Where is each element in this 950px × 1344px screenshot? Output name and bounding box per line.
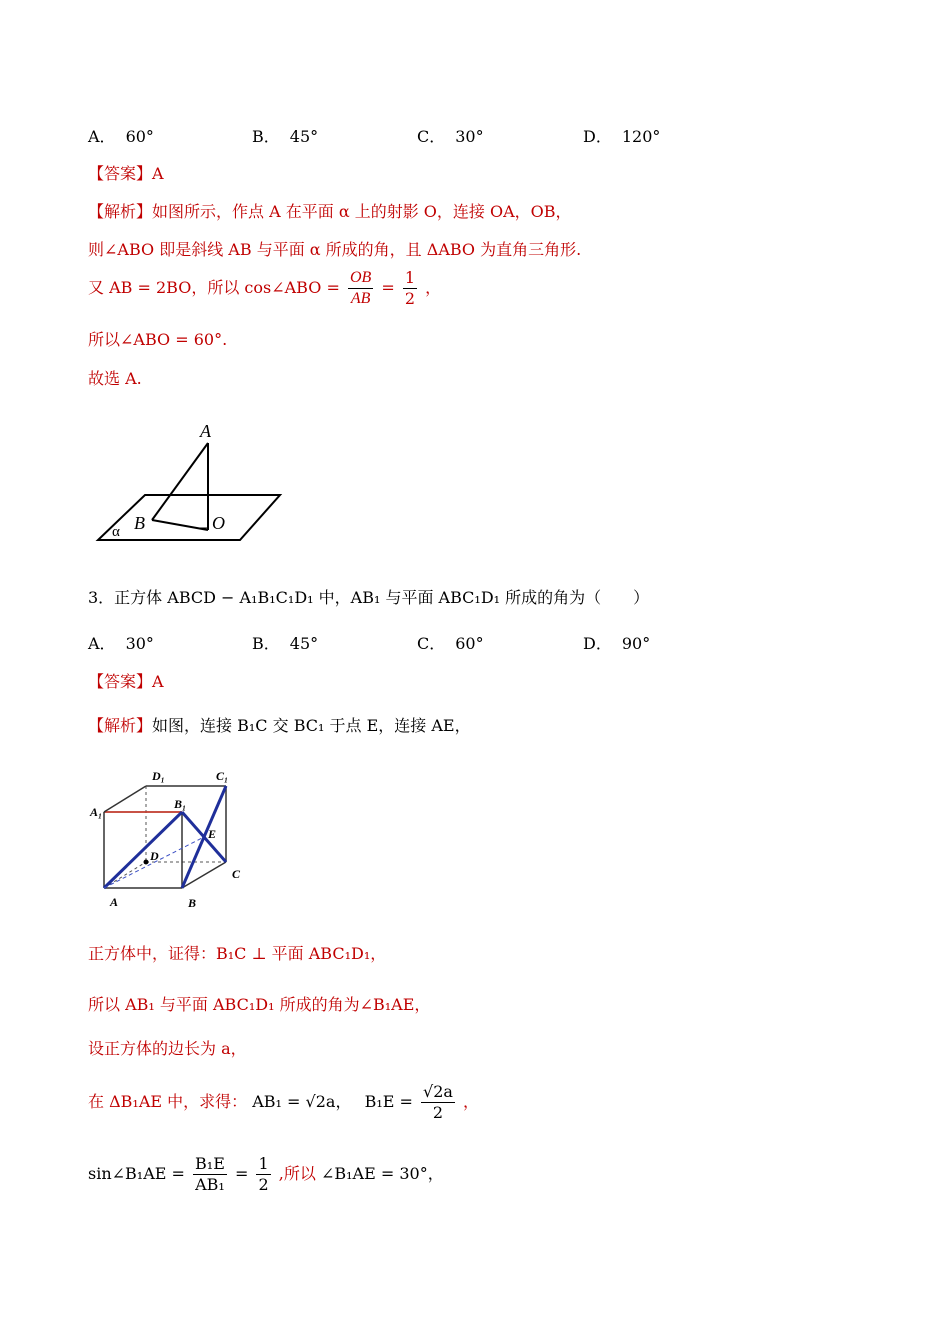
q2-line3-prefix: 又 AB = 2BO，所以 cos∠ABO =: [88, 278, 340, 297]
q3-line6-lhs: sin∠B₁AE =: [88, 1164, 185, 1183]
line-ab1: [104, 812, 182, 888]
q2-fraction-half: [403, 268, 417, 309]
q2-option-c: [417, 124, 484, 147]
q2-option-a-value: 60°: [125, 127, 154, 146]
label-b: B: [134, 513, 145, 533]
label-a1: A₁: [90, 805, 103, 819]
q3-answer: [88, 669, 164, 692]
q2-fraction-ob-ab: [348, 268, 373, 309]
q3-cube-figure: [86, 764, 256, 914]
q3-analysis-line5: [88, 1082, 479, 1123]
q2-frac2-num: 1: [404, 268, 416, 287]
q3-option-b-letter: B．: [252, 634, 280, 653]
q3-sin-den: AB₁: [195, 1175, 225, 1194]
label-o: O: [212, 513, 225, 533]
q3-option-c-letter: C．: [417, 634, 446, 653]
q3-option-d-letter: D．: [583, 634, 612, 653]
q3-sin-num: B₁E: [195, 1154, 225, 1173]
q2-analysis-line4: 所以∠ABO = 60°.: [88, 330, 228, 349]
q3-line5-suffix: ，: [463, 1092, 480, 1111]
edge-a1d1: [104, 786, 146, 812]
q3-option-a: [88, 631, 154, 654]
line-ab: [152, 443, 208, 520]
label-b: B: [188, 896, 197, 910]
label-e: E: [208, 827, 217, 841]
q3-half-den: 2: [258, 1175, 269, 1194]
q2-option-b: [252, 124, 318, 147]
q2-option-c-letter: C．: [417, 127, 446, 146]
q3-line5-prefix: 在 ΔB₁AE 中，求得：: [88, 1092, 248, 1111]
q2-option-d: [583, 124, 660, 147]
q3-option-c-value: 60°: [455, 634, 484, 653]
q2-option-c-value: 30°: [455, 127, 484, 146]
label-c1: C₁: [216, 769, 229, 783]
plane-alpha: [98, 495, 280, 540]
q3-analysis-text1: 如图，连接 B₁C 交 BC₁ 于点 E，连接 AE，: [152, 716, 471, 735]
label-d1: D₁: [152, 769, 165, 783]
q3-option-b: [252, 631, 318, 654]
q2-line3-eq: =: [381, 278, 395, 297]
q3-question: 3．正方体 ABCD − A₁B₁C₁D₁ 中，AB₁ 与平面 ABC₁D₁ 所成的角为（ ）: [88, 588, 650, 607]
q3-fraction-half: [256, 1154, 270, 1195]
q3-line6-mid: ,所以: [278, 1164, 316, 1183]
label-alpha: α: [112, 524, 120, 540]
q3-option-a-value: 30°: [125, 634, 154, 653]
label-b1: B₁: [174, 797, 187, 811]
q2-analysis-line2: 则∠ABO 即是斜线 AB 与平面 α 所成的角，且 ΔABO 为直角三角形.: [88, 240, 582, 259]
q3-answer-value: A: [152, 672, 164, 691]
q3-analysis-line1: [88, 713, 471, 736]
q3-answer-tag: 【答案】: [88, 672, 153, 691]
label-c: C: [232, 867, 241, 881]
q2-line3-suffix: ，: [425, 278, 442, 297]
q2-answer-tag: 【答案】: [88, 164, 153, 183]
q3-fraction-b1e: [421, 1082, 455, 1123]
q2-option-d-value: 120°: [621, 127, 661, 146]
q3-half-num: 1: [258, 1154, 269, 1173]
q3-analysis-line6: [88, 1154, 444, 1195]
q2-analysis-text1: 如图所示，作点 A 在平面 α 上的射影 O，连接 OA，OB，: [152, 202, 572, 221]
q2-option-a-letter: A．: [88, 127, 116, 146]
q3-line5-b1e-lhs: B₁E =: [364, 1092, 413, 1111]
q2-option-b-value: 45°: [289, 127, 319, 146]
q2-analysis-tag: 【解析】: [88, 202, 153, 221]
q3-line6-eq: =: [234, 1164, 249, 1183]
q2-option-a: [88, 124, 154, 147]
q3-analysis-line2: 正方体中，证得：B₁C ⊥ 平面 ABC₁D₁，: [88, 944, 387, 963]
q3-b1e-den: 2: [432, 1103, 444, 1122]
q2-analysis-line5: 故选 A.: [88, 369, 142, 388]
q3-analysis-tag: 【解析】: [88, 716, 153, 735]
q3-line6-result: ∠B₁AE = 30°，: [320, 1164, 444, 1183]
q2-option-b-letter: B．: [252, 127, 280, 146]
q2-analysis-line1: [88, 199, 572, 222]
point-d: [144, 860, 149, 865]
q2-frac1-num: OB: [348, 268, 373, 289]
q2-answer: [88, 161, 164, 184]
q2-frac2-den: 2: [404, 289, 416, 308]
q3-fraction-sin: [193, 1154, 227, 1195]
q2-answer-value: A: [152, 164, 164, 183]
q3-option-b-value: 45°: [289, 634, 319, 653]
q3-analysis-line3: 所以 AB₁ 与平面 ABC₁D₁ 所成的角为∠B₁AE，: [88, 995, 431, 1014]
q3-line5-ab1: AB₁ = √2a，: [252, 1092, 352, 1111]
label-d: D: [150, 849, 159, 863]
q2-figure: [90, 415, 290, 550]
label-a: A: [110, 895, 119, 909]
q3-option-d-value: 90°: [621, 634, 651, 653]
q3-option-c: [417, 631, 484, 654]
label-a: A: [200, 421, 211, 441]
q3-analysis-line4: 设正方体的边长为 a，: [88, 1039, 247, 1058]
q2-analysis-line3: [88, 268, 441, 309]
q2-frac1-den: AB: [350, 290, 371, 307]
q3-b1e-num: √2a: [423, 1082, 453, 1101]
line-bo: [152, 520, 208, 530]
q2-option-d-letter: D．: [583, 127, 612, 146]
q3-option-d: [583, 631, 650, 654]
q3-option-a-letter: A．: [88, 634, 116, 653]
